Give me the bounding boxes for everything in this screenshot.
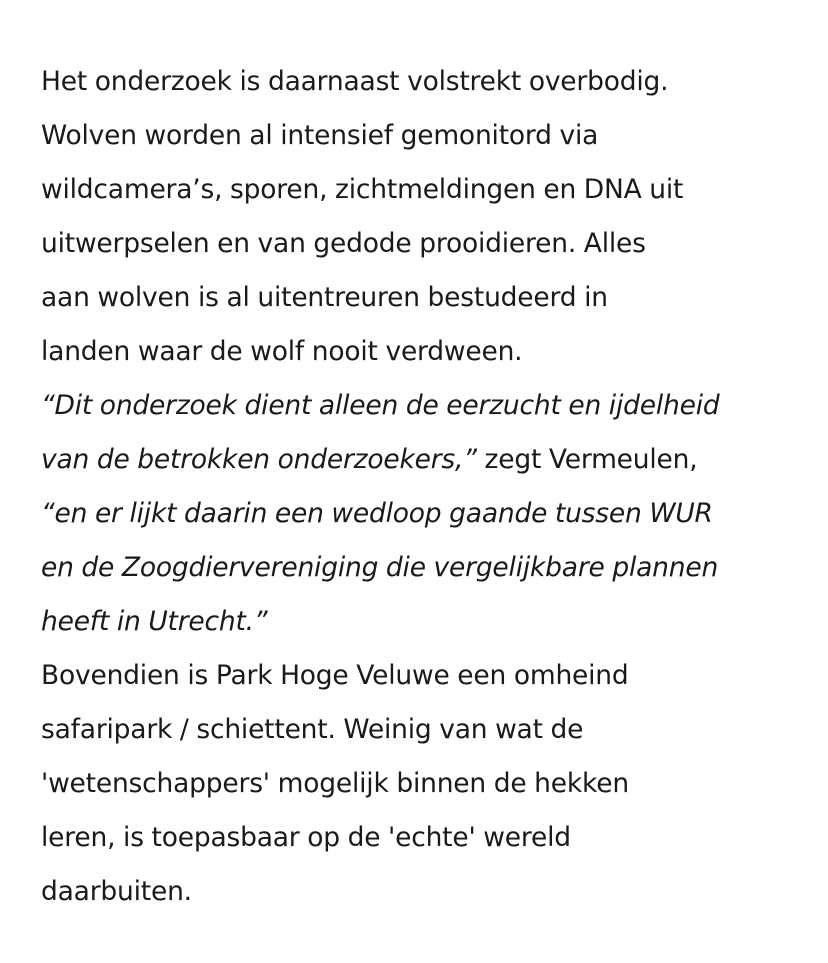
- text-line: daarbuiten.: [41, 876, 192, 907]
- quote-line: [41, 379, 801, 433]
- quote-line: [41, 595, 801, 649]
- text-line: Bovendien is Park Hoge Veluwe een omheind: [41, 660, 629, 691]
- article-body: [41, 55, 801, 919]
- text-line: 'wetenschappers' mogelijk binnen de hekken: [41, 768, 629, 799]
- text-line: aan wolven is al uitentreuren bestudeerd in: [41, 282, 608, 313]
- quote-text: heeft in Utrecht.”: [41, 606, 268, 637]
- quote-line: [41, 487, 801, 541]
- text-line: wildcamera’s, sporen, zichtmeldingen en DNA uit: [41, 174, 684, 205]
- attribution-text: zegt Vermeulen,: [476, 444, 698, 475]
- quote-line: [41, 541, 801, 595]
- quote-line: [41, 433, 801, 487]
- quote-block: [41, 379, 801, 649]
- quote-text: “Dit onderzoek dient alleen de eerzucht en ijdelheid: [41, 390, 720, 421]
- quote-text: “en er lijkt daarin een wedloop gaande tussen WUR: [41, 498, 713, 529]
- text-line: leren, is toepasbaar op de 'echte' wereld: [41, 822, 571, 853]
- text-line: uitwerpselen en van gedode prooidieren. Alles: [41, 228, 646, 259]
- quote-text: en de Zoogdiervereniging die vergelijkbare plannen: [41, 552, 719, 583]
- text-line: Het onderzoek is daarnaast volstrekt overbodig.: [41, 66, 669, 97]
- quote-text: van de betrokken onderzoekers,”: [41, 444, 477, 475]
- paragraph-conclusion: [41, 649, 801, 919]
- text-line: landen waar de wolf nooit verdween.: [41, 336, 523, 367]
- text-line: Wolven worden al intensief gemonitord via: [41, 120, 599, 151]
- text-line: safaripark / schiettent. Weinig van wat de: [41, 714, 584, 745]
- paragraph-intro: [41, 55, 801, 379]
